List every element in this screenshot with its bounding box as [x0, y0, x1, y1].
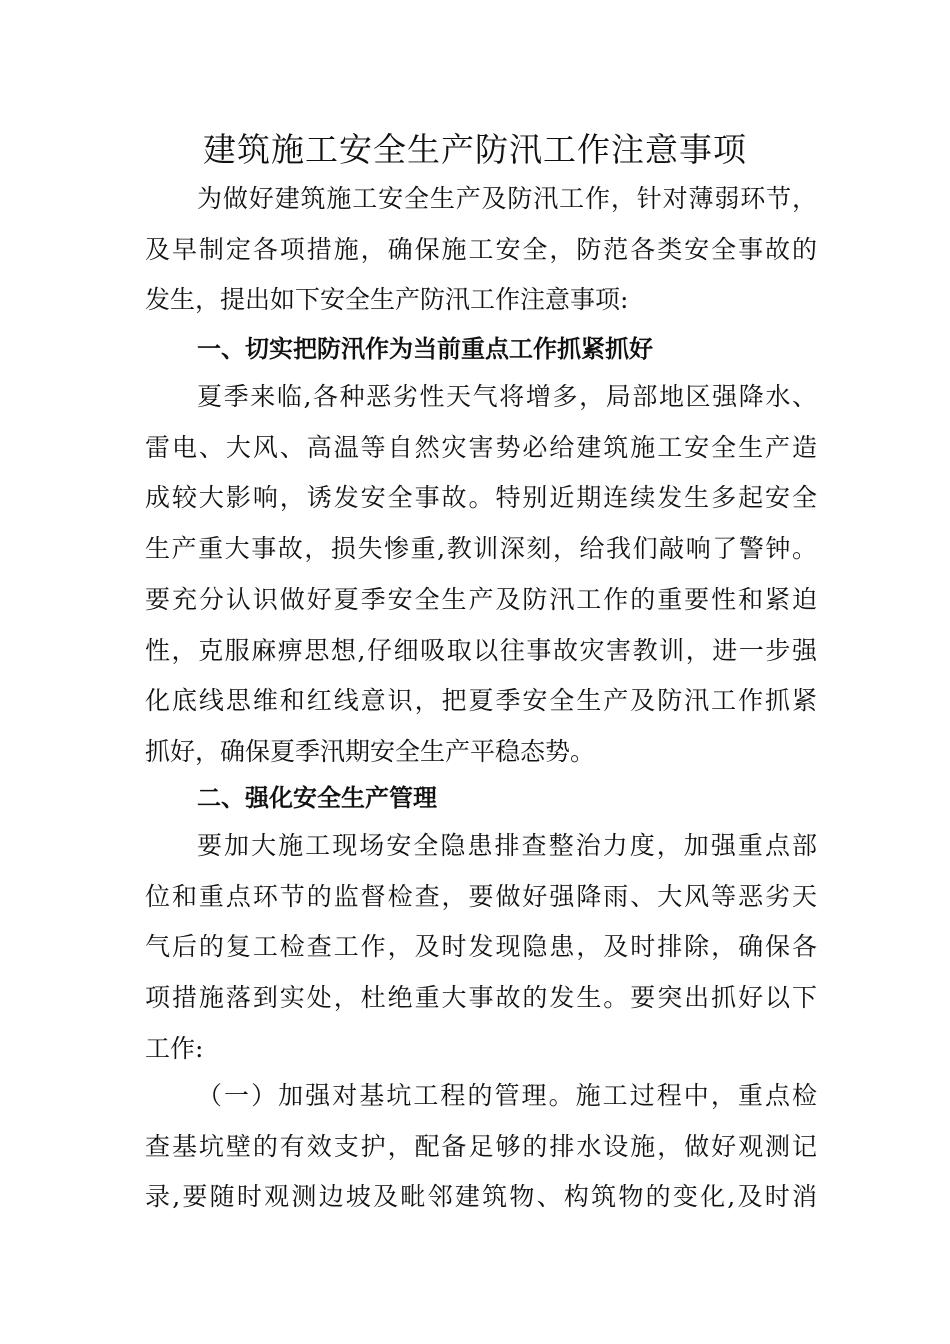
paragraph-line: 为做好建筑施工安全生产及防汛工作，针对薄弱环节， — [197, 184, 817, 213]
paragraph-line: 及早制定各项措施，确保施工安全，防范各类安全事故的 — [145, 234, 817, 264]
intro-paragraph — [145, 174, 817, 326]
paragraph-line: 项措施落到实处，杜绝重大事故的发生。要突出抓好以下 — [145, 983, 817, 1013]
paragraph-line: 雷电、大风、高温等自然灾害势必给建筑施工安全生产造 — [145, 432, 817, 462]
paragraph-line: 化底线思维和红线意识，把夏季安全生产及防汛工作抓紧 — [145, 686, 817, 716]
paragraph-line: 录,要随时观测边坡及毗邻建筑物、构筑物的变化,及时消 — [145, 1182, 817, 1212]
paragraph-line: 发生，提出如下安全生产防汛工作注意事项: — [145, 285, 629, 315]
paragraph-line: 工作: — [145, 1033, 204, 1063]
paragraph-line: 要加大施工现场安全隐患排查整治力度，加强重点部 — [197, 831, 817, 860]
section-1-paragraph — [145, 372, 817, 778]
paragraph-line: 生产重大事故，损失惨重,教训深刻，给我们敲响了警钟。 — [145, 534, 817, 564]
paragraph-line: 成较大影响，诱发安全事故。特别近期连续发生多起安全 — [145, 483, 817, 513]
paragraph-line: 要充分认识做好夏季安全生产及防汛工作的重要性和紧迫 — [145, 584, 817, 614]
section-2-heading: 二、强化安全生产管理 — [197, 784, 437, 812]
paragraph-line: 性，克服麻痹思想,仔细吸取以往事故灾害教训，进一步强 — [145, 635, 817, 665]
section-1-heading: 一、切实把防汛作为当前重点工作抓紧抓好 — [197, 335, 653, 363]
paragraph-line: 夏季来临,各种恶劣性天气将增多，局部地区强降水、 — [197, 382, 817, 411]
subsection-1-paragraph — [145, 1071, 817, 1223]
section-2-paragraph — [145, 821, 817, 1075]
paragraph-line: 气后的复工检查工作，及时发现隐患，及时排除，确保各 — [145, 932, 817, 962]
paragraph-line: 查基坑壁的有效支护，配备足够的排水设施，做好观测记 — [145, 1131, 817, 1161]
document-title: 建筑施工安全生产防汛工作注意事项 — [203, 130, 747, 169]
paragraph-line: （一）加强对基坑工程的管理。施工过程中，重点检 — [197, 1081, 817, 1110]
paragraph-line: 位和重点环节的监督检查，要做好强降雨、大风等恶劣天 — [145, 881, 817, 911]
paragraph-line: 抓好，确保夏季汛期安全生产平稳态势。 — [145, 736, 596, 766]
